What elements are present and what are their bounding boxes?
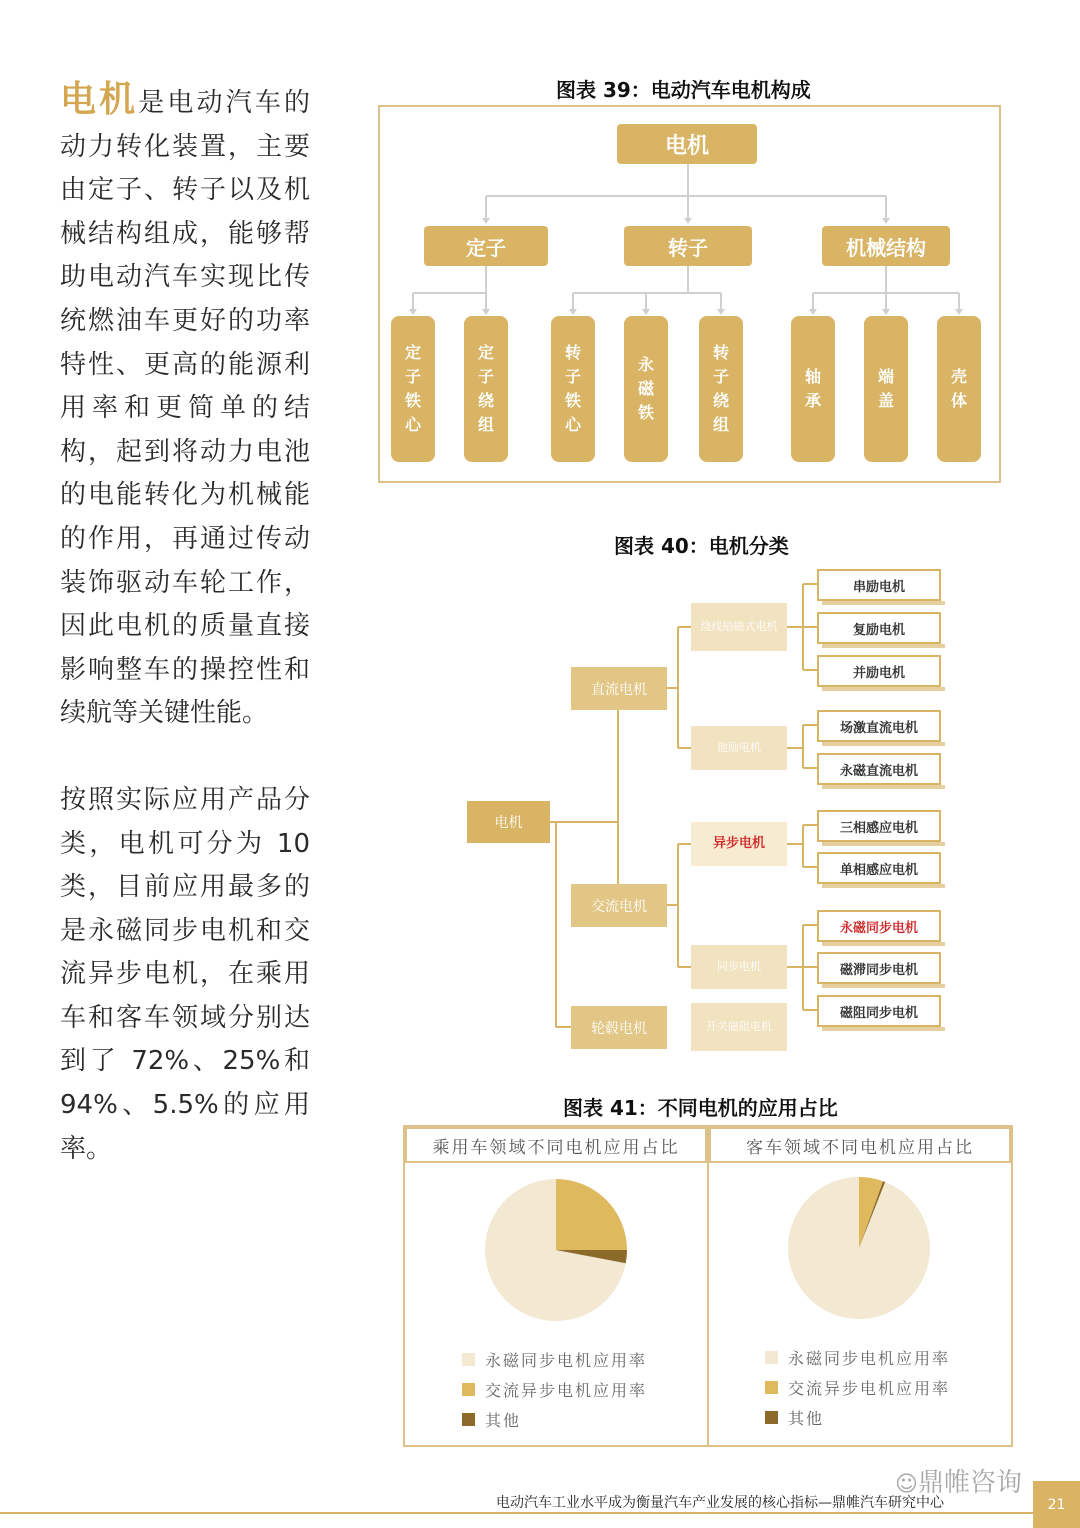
fig41-pie-passenger xyxy=(484,1178,628,1322)
fig40-node-async: 异步电机 xyxy=(691,822,787,866)
fig40-node-switched-reluctance: 开关磁阻电机 xyxy=(691,1003,787,1051)
legend-swatch-other xyxy=(462,1413,475,1426)
fig41-legend1-other: 其他 xyxy=(462,1408,521,1431)
fig40-leaf-field-dc: 场激直流电机 xyxy=(817,710,941,742)
legend-swatch-async xyxy=(462,1383,475,1396)
legend-swatch-pm xyxy=(462,1353,475,1366)
fig40-node-winding-excitation: 绕线励磁式电机 xyxy=(691,603,787,651)
fig39-node-mechanical: 机械结构 xyxy=(822,226,950,266)
fig41-divider xyxy=(707,1127,709,1445)
fig40-node-separately-excited: 他励电机 xyxy=(691,726,787,770)
legend-swatch-async xyxy=(765,1381,778,1394)
fig41-title: 图表 41：不同电机的应用占比 xyxy=(563,1096,838,1120)
fig41-legend2-other: 其他 xyxy=(765,1406,824,1429)
legend-swatch-other xyxy=(765,1411,778,1424)
fig40-leaf-series: 串励电机 xyxy=(817,569,941,601)
fig40-leaf-pmsm: 永磁同步电机 xyxy=(817,910,941,942)
footer-text: 电动汽车工业水平成为衡量汽车产业发展的核心指标—鼎帷汽车研究中心 xyxy=(496,1495,944,1511)
fig40-leaf-reluctance-sync: 磁阻同步电机 xyxy=(817,995,941,1027)
fig41-legend2-async: 交流异步电机应用率 xyxy=(765,1376,950,1399)
fig39-leaf-stator-core: 定 子 铁 心 xyxy=(391,316,435,462)
fig39-leaf-rotor-core: 转 子 铁 心 xyxy=(551,316,595,462)
fig40-node-ac: 交流电机 xyxy=(571,884,667,927)
fig40-leaf-hysteresis: 磁滞同步电机 xyxy=(817,952,941,984)
watermark: ☺鼎帷咨询 xyxy=(895,1468,1022,1498)
footer-rule xyxy=(0,1512,1040,1514)
page-number: 21 xyxy=(1033,1481,1080,1528)
fig40-node-hub: 轮毂电机 xyxy=(571,1006,667,1049)
fig39-leaf-permanent-magnet: 永 磁 铁 xyxy=(624,316,668,462)
fig40-leaf-compound: 复励电机 xyxy=(817,612,941,644)
fig40-root-node: 电机 xyxy=(467,801,550,843)
wechat-icon: ☺ xyxy=(895,1472,918,1497)
fig39-node-stator: 定子 xyxy=(424,226,548,266)
fig41-legend1-async: 交流异步电机应用率 xyxy=(462,1378,647,1401)
fig39-leaf-rotor-winding: 转 子 绕 组 xyxy=(699,316,743,462)
fig40-leaf-shunt: 并励电机 xyxy=(817,655,941,687)
fig39-leaf-end-cover: 端 盖 xyxy=(864,316,908,462)
fig41-legend2-pm: 永磁同步电机应用率 xyxy=(765,1346,950,1369)
fig39-leaf-stator-winding: 定 子 绕 组 xyxy=(464,316,508,462)
fig41-legend1-pm: 永磁同步电机应用率 xyxy=(462,1348,647,1371)
fig41-pie-bus xyxy=(787,1176,931,1320)
legend-swatch-pm xyxy=(765,1351,778,1364)
fig40-leaf-three-phase: 三相感应电机 xyxy=(817,810,941,842)
fig39-root-node: 电机 xyxy=(617,124,757,164)
fig40-title: 图表 40：电机分类 xyxy=(614,534,789,558)
fig41-panel2-title: 客车领域不同电机应用占比 xyxy=(709,1127,1011,1163)
fig40-leaf-single-phase: 单相感应电机 xyxy=(817,852,941,884)
fig39-title: 图表 39：电动汽车电机构成 xyxy=(556,78,811,102)
fig41-panel1-title: 乘用车领域不同电机应用占比 xyxy=(405,1127,707,1163)
paragraph-2: 按照实际应用产品分类，电机可分为 10 类，目前应用最多的是永磁同步电机和交流异步电机，在乘用车和客车领域分别达到了 72%、25%和 94%、5.5%的应用率。 xyxy=(60,784,310,1164)
fig40-node-dc: 直流电机 xyxy=(571,667,667,710)
fig40-node-sync: 同步电机 xyxy=(691,945,787,989)
paragraph-1: 电机是电动汽车的动力转化装置，主要由定子、转子以及机械结构组成，能够帮助电动汽车实现比传统燃油车更好的功率特性、更高的能源利用率和更简单的结构，起到将动力电池的电能转化为机械能的作用，再通过传动装饰驱动车轮工作，因此电机的质量直接影响整车的操控性和续航等关键性能。 xyxy=(60,79,310,729)
fig40-leaf-pm-dc: 永磁直流电机 xyxy=(817,753,941,785)
fig39-leaf-housing: 壳 体 xyxy=(937,316,981,462)
pie-slice-async xyxy=(556,1179,627,1250)
highlight-term: 电机 xyxy=(60,79,139,120)
fig39-node-rotor: 转子 xyxy=(624,226,752,266)
fig39-leaf-bearing: 轴 承 xyxy=(791,316,835,462)
